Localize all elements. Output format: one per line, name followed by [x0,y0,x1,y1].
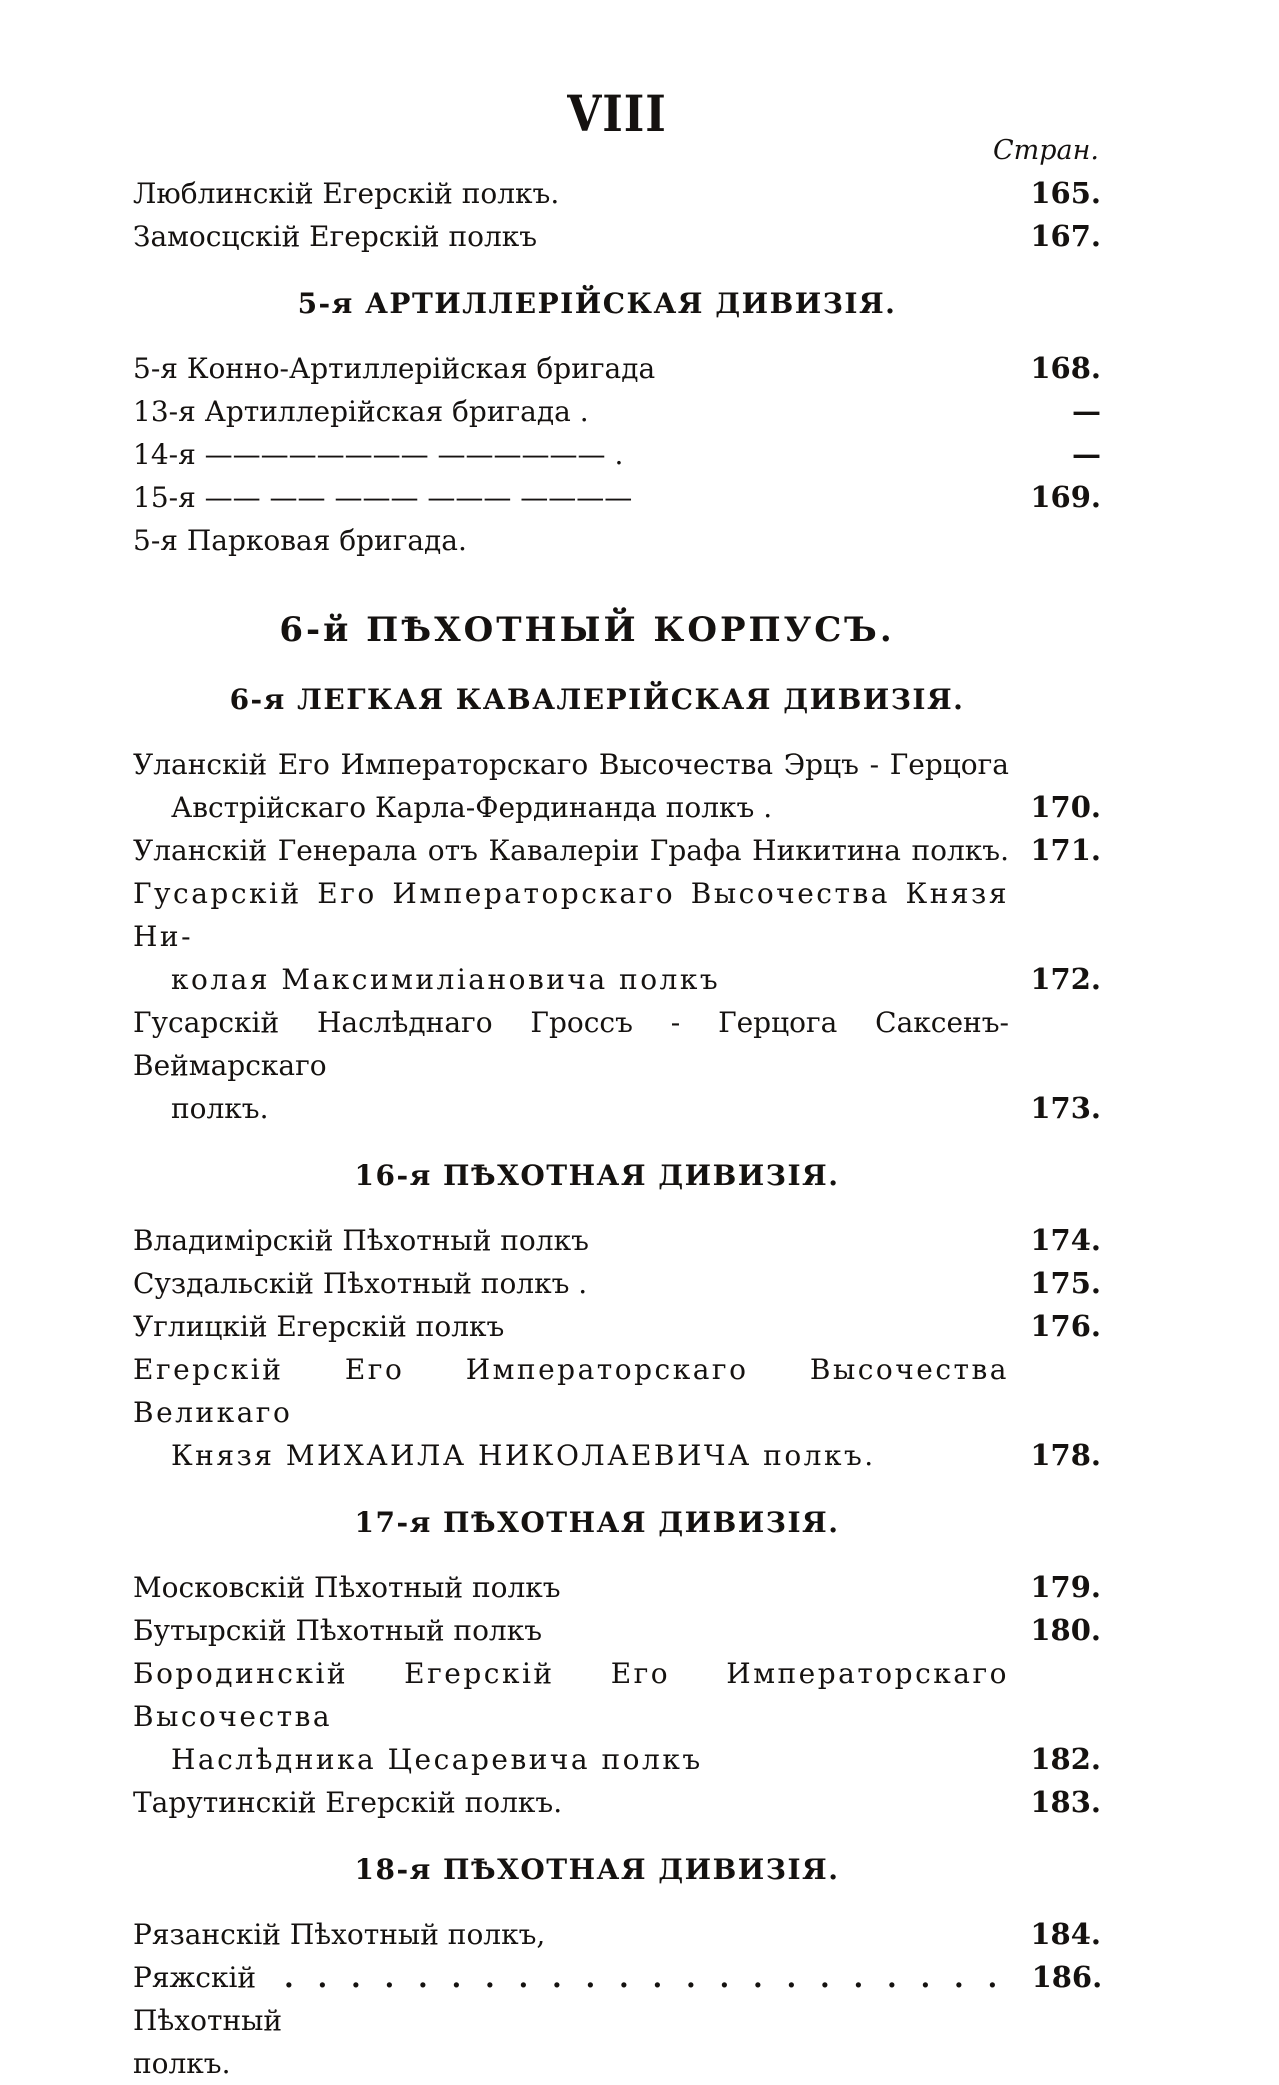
toc-row [133,1652,1101,1738]
toc-entry-title: Углицкій Егерскій полкъ [133,1310,505,1343]
toc-row [133,786,1101,829]
toc-row [133,1348,1101,1434]
toc-row [133,1219,1101,1262]
toc-row [133,390,1101,433]
toc-row [133,172,1101,215]
toc-page-number: 171. [1030,833,1101,867]
toc-entry-title: 5-я Парковая бригада. [133,524,467,557]
toc-entry-title: 5-я Конно-Артиллерійская бригада [133,352,656,385]
toc-row [133,1956,1101,2085]
toc-row [133,958,1101,1001]
toc-page-number: 175. [1030,1266,1101,1300]
toc-entry-title: Бутырскій Пѣхотный полкъ [133,1614,543,1647]
division-heading: 6-я ЛЕГКАЯ КАВАЛЕРІЙСКАЯ ДИВИЗІЯ. [229,683,965,716]
toc-entry-title: Тарутинскій Егерскій полкъ. [133,1786,563,1819]
toc-row [133,215,1101,258]
toc-entry-title: Люблинскій Егерскій полкъ. [133,177,560,210]
toc-page-number: 165. [1030,176,1101,210]
toc-entry-title: 14-я ———————— —————— . [133,438,624,471]
toc-page-number: 169. [1030,480,1101,514]
toc-page-number: 182. [1030,1742,1101,1776]
page-column-header: Стран. [992,135,1099,166]
toc-page-number: 174. [1030,1223,1101,1257]
toc-row [133,1738,1101,1781]
toc-entry-title: 13-я Артиллерійская бригада . [133,395,589,428]
toc-entry-title: 15-я —— —— ——— ——— ———— [133,481,633,514]
toc-page-number: 167. [1030,219,1101,253]
page-number-roman: VIII [567,84,667,143]
toc-row [133,1913,1101,1956]
toc-entry-title: Гусарскій Его Императорскаго Высочества Князя Ни- [133,877,1009,953]
toc-entry-title: Бородинскій Егерскій Его Императорскаго Высочества [133,1657,1009,1733]
toc-entry-title: Ряжскій Пѣхотный полкъ. [133,1961,283,2080]
toc-entry-title: Суздальскій Пѣхотный полкъ . [133,1267,588,1300]
toc-page-number: — [1072,394,1101,428]
division-heading: 16-я ПѢХОТНАЯ ДИВИЗІЯ. [354,1159,840,1192]
toc-entry-title: Московскій Пѣхотный полкъ [133,1571,561,1604]
toc-page-number: 180. [1030,1613,1101,1647]
toc-row [133,872,1101,958]
toc-entry-title: Уланскій Генерала отъ Кавалеріи Графа Никитина полкъ. [133,834,1009,867]
toc-row [133,1262,1101,1305]
toc-entry-title: Рязанскій Пѣхотный полкъ, [133,1918,546,1951]
toc-page-number: 183. [1030,1785,1101,1819]
toc-row [133,829,1101,872]
toc-entry-title: Князя МИХАИЛА НИКОЛАЕВИЧА полкъ. [171,1439,876,1472]
toc-page-number: — [1072,437,1101,471]
toc-entry-title: полкъ. [171,1092,269,1125]
division-heading: 17-я ПѢХОТНАЯ ДИВИЗІЯ. [354,1506,840,1539]
toc-row [133,1434,1101,1477]
toc-page-number: 179. [1030,1570,1101,1604]
toc-entry-title: Замосцскій Егерскій полкъ [133,220,538,253]
toc-row [133,1001,1101,1087]
toc-row [133,347,1101,390]
toc-row [133,433,1101,476]
toc-entry-title: Уланскій Его Императорскаго Высочества Эрцъ - Герцога [133,748,1009,781]
toc-row [133,476,1101,519]
toc-row [133,1305,1101,1348]
toc-entry-title: Наслѣдника Цесаревича полкъ [171,1743,703,1776]
toc-page-number: 178. [1030,1438,1101,1472]
toc-entry-title: Егерскій Его Императорскаго Высочества Великаго [133,1353,1009,1429]
toc-entry-title: колая Максимиліановича полкъ [171,963,721,996]
toc-page-number: 184. [1030,1917,1101,1951]
toc-row [133,743,1101,786]
toc-row [133,1087,1101,1130]
toc-row [133,1566,1101,1609]
toc-page-number: 172. [1030,962,1101,996]
toc-row [133,519,1101,562]
toc-row [133,1781,1101,1824]
toc-page-number: 173. [1030,1091,1101,1125]
division-heading: 5-я АРТИЛЛЕРІЙСКАЯ ДИВИЗІЯ. [297,287,897,320]
toc-entry-title: Гусарскій Наслѣднаго Гроссъ - Герцога Саксенъ-Веймарскаго [133,1006,1009,1082]
toc-page-number: 168. [1030,351,1101,385]
toc-page-number: 176. [1030,1309,1101,1343]
division-heading: 18-я ПѢХОТНАЯ ДИВИЗІЯ. [354,1853,840,1886]
toc-page-number: 186. [1031,1960,1103,1994]
table-of-contents [133,172,1101,2085]
dot-leaders: . . . . . . . . . . . . . . . . . . . . . . [284,1961,1005,1994]
corps-heading: 6-й ПѢХОТНЫЙ КОРПУСЪ. [279,610,895,650]
toc-page-number: 170. [1030,790,1101,824]
toc-entry-title: Австрійскаго Карла-Фердинанда полкъ . [171,791,773,824]
toc-entry-title: Владимірскій Пѣхотный полкъ [133,1224,589,1257]
toc-row [133,1609,1101,1652]
